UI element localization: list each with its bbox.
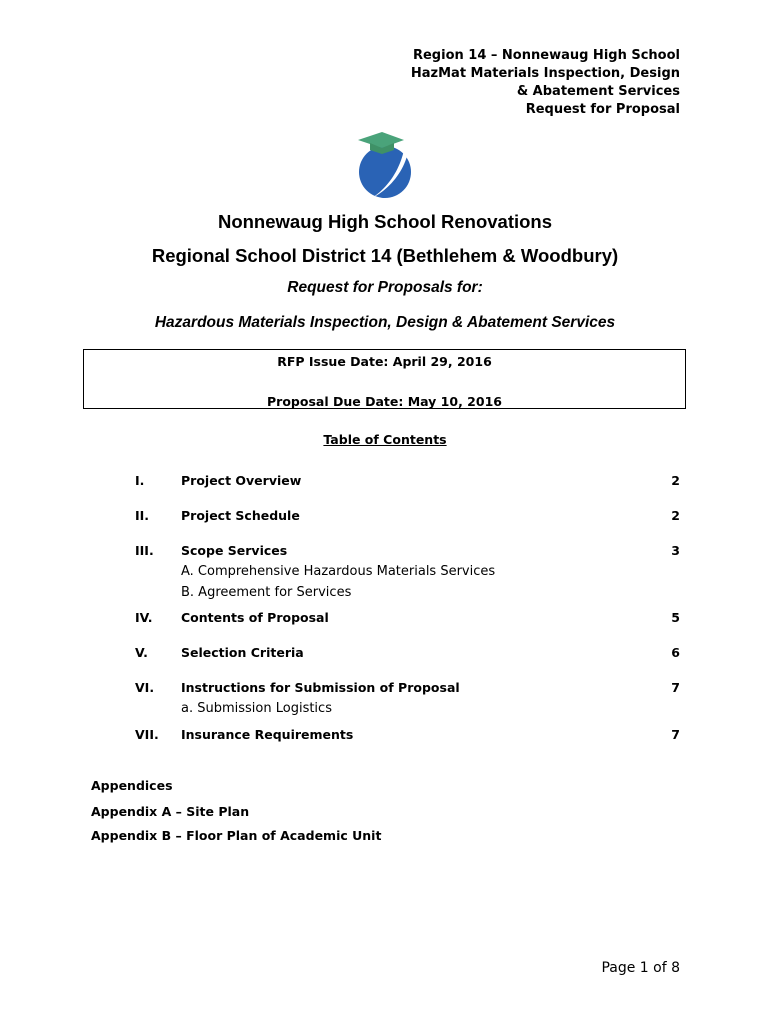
appendix-item: Appendix B – Floor Plan of Academic Unit [91,828,382,843]
toc-item-title: Selection Criteria [181,645,304,660]
toc-item-page: 5 [671,610,680,625]
page-number: Page 1 of 8 [601,960,680,976]
toc-item-title: Instructions for Submission of Proposal [181,680,460,695]
rfp-subtitle: Request for Proposals for: [287,279,483,296]
toc-item-number: VI. [135,680,155,695]
toc-item-number: I. [135,473,145,488]
toc-item-page: 3 [671,543,680,558]
toc-item [0,680,770,698]
toc-item-number: VII. [135,727,159,742]
header-line-1: Region 14 – Nonnewaug High School [412,48,680,63]
toc-item-title: Insurance Requirements [181,727,354,742]
toc-item-title: Project Overview [181,473,302,488]
district-title: Regional School District 14 (Bethlehem & Woodbury) [151,245,619,266]
toc-item-title: Project Schedule [181,508,300,523]
toc-item [0,645,770,663]
dates-box [83,349,686,409]
toc-item-number: IV. [135,610,153,625]
header-line-3: & Abatement Services [516,84,680,99]
toc-item-number: III. [135,543,154,558]
header-line-2: HazMat Materials Inspection, Design [410,66,680,81]
toc-item-title: Scope Services [181,543,288,558]
toc-item-number: V. [135,645,148,660]
toc-item-number: II. [135,508,150,523]
toc-item [0,727,770,745]
issue-date: RFP Issue Date: April 29, 2016 [277,354,492,369]
appendices-heading: Appendices [91,778,173,793]
toc-item [0,610,770,628]
toc-item-page: 2 [671,508,680,523]
header-line-4: Request for Proposal [525,102,680,117]
toc-item-page: 7 [671,727,680,742]
services-subtitle: Hazardous Materials Inspection, Design & Abatement Services [154,314,616,331]
toc-item-page: 6 [671,645,680,660]
toc-item [0,473,770,491]
toc-subitem: B. Agreement for Services [181,585,352,600]
toc-subitem: A. Comprehensive Hazardous Materials Services [181,564,496,579]
due-date: Proposal Due Date: May 10, 2016 [267,394,502,409]
toc-item-page: 2 [671,473,680,488]
toc-heading: Table of Contents [323,432,447,447]
apple-graduation-cap-logo-icon [354,128,416,200]
document-title: Nonnewaug High School Renovations [217,211,553,232]
toc-subitem: a. Submission Logistics [181,701,332,716]
page-header [411,47,680,119]
toc-item [0,508,770,526]
toc-item-title: Contents of Proposal [181,610,329,625]
toc-item [0,543,770,561]
toc-item-page: 7 [671,680,680,695]
appendix-item: Appendix A – Site Plan [91,804,250,819]
